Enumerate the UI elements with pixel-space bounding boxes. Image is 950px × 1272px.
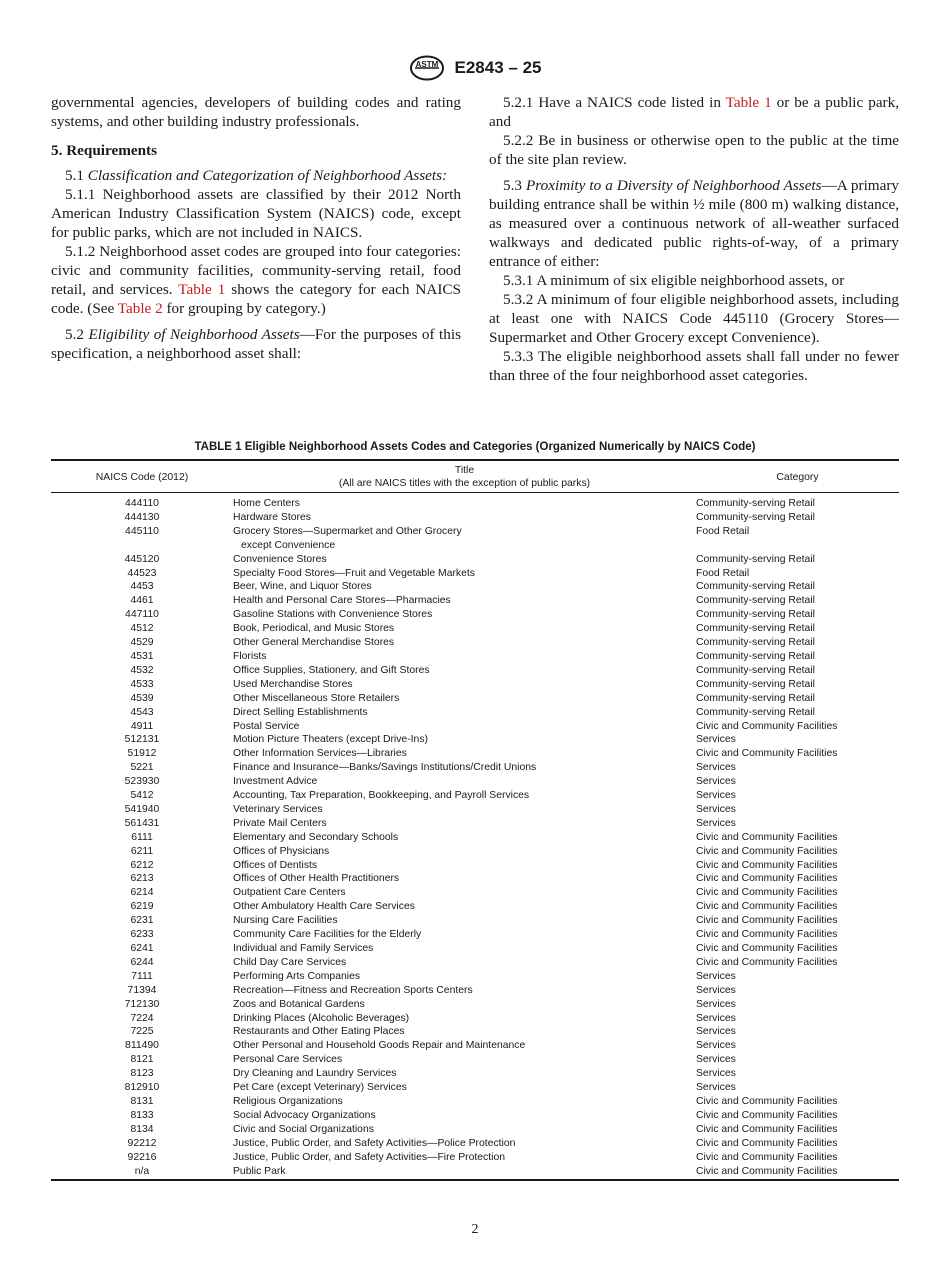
naics-code-cell: 6241 [130,943,154,954]
table-row [51,775,899,789]
title-cell: Investment Advice [233,776,318,788]
title-cell: Religious Organizations [233,1095,343,1107]
paragraph-5-1 [51,166,461,185]
category-cell: Services [696,970,736,982]
table-row [51,1109,899,1123]
naics-code-cell: 71394 [127,984,157,996]
table-row [51,970,899,984]
category-cell: Civic and Community Facilities [696,956,838,968]
table-row [51,1095,899,1109]
title-cell: Justice, Public Order, and Safety Activities—Fire Protection [233,1151,506,1163]
category-cell: Services [696,790,736,802]
table-2-link[interactable]: Table 2 [117,300,163,317]
table-row [51,789,899,803]
table-row [51,650,899,664]
table-row [51,998,899,1012]
naics-code-cell: 445110 [125,525,159,537]
table-row [51,1081,899,1095]
naics-code-cell: 4461 [130,595,154,607]
naics-code-cell: 6233 [130,929,154,941]
left-column [51,93,461,363]
header-category: Category [696,460,899,493]
title-cell: Restaurants and Other Eating Places [233,1026,405,1038]
table-1-link[interactable]: Table 1 [178,281,226,298]
table-row [51,747,899,761]
naics-code-cell: 44523 [127,567,157,579]
naics-code-cell: 8121 [130,1054,154,1066]
table-row [51,761,899,775]
title-cell: Child Day Care Services [233,956,347,968]
paragraph-5-1-1: 5.1.1 Neighborhood assets are classified by their 2012 North American Industry Classification System (NAICS) code, except for public parks, which are not included in NAICS. [51,186,461,241]
paragraph-5-2: 5.2 Eligibility of Neighborhood Assets—For the purposes of this specification, a neighborhood asset shall: [51,326,461,362]
naics-code-cell: 6211 [130,845,154,857]
category-cell: Community-serving Retail [696,650,815,662]
category-cell: Civic and Community Facilities [696,748,838,760]
naics-code-cell: 5221 [130,762,154,774]
title-cell: Private Mail Centers [233,817,327,829]
category-cell: Community-serving Retail [696,623,815,635]
title-cell: Other Personal and Household Goods Repair and Maintenance [233,1040,526,1052]
category-cell: Community-serving Retail [696,595,815,607]
category-cell: Services [696,762,736,774]
title-cell: Beer, Wine, and Liquor Stores [233,581,372,593]
title-cell: Home Centers [233,498,300,509]
paragraph-5-3-1: 5.3.1 A minimum of six eligible neighborhood assets, or [503,272,845,289]
table-row [51,1053,899,1067]
table-row [51,900,899,914]
category-cell: Civic and Community Facilities [696,1123,838,1135]
category-cell: Civic and Community Facilities [696,845,838,857]
naics-code-cell: 6214 [130,887,154,899]
category-cell: Services [696,1082,736,1094]
table-body [51,493,899,1181]
naics-code-cell: 6219 [130,901,154,913]
category-cell: Community-serving Retail [696,664,815,676]
clause-number: 5.1 [65,167,84,184]
category-cell: Civic and Community Facilities [696,1095,838,1107]
title-cell: Social Advocacy Organizations [233,1109,376,1121]
naics-code-cell: 811490 [125,1040,159,1052]
right-column [489,93,899,385]
intro-paragraph: governmental agencies, developers of building codes and rating systems, and other building industry professionals. [51,94,461,130]
clause-title: Eligibility of Neighborhood Assets [88,326,300,343]
table-row [51,928,899,942]
table-row [51,678,899,692]
table-header-row [51,460,899,493]
title-cell: Convenience Stores [233,553,327,565]
naics-code-cell: 6244 [130,956,154,968]
naics-code-cell: 444130 [124,511,160,523]
naics-code-cell: 6111 [131,831,153,843]
table-row [51,942,899,956]
table-row [51,984,899,998]
clause-number: 5.2 [65,326,84,343]
category-cell: Civic and Community Facilities [696,915,838,927]
table-row [51,493,899,511]
naics-code-cell: 7111 [131,970,153,982]
title-cell: Postal Service [233,720,300,732]
table-row [51,594,899,608]
designation: E2843 – 25 [454,58,542,77]
naics-code-cell: 6213 [130,873,154,885]
paragraph-5-2-2: 5.2.2 Be in business or otherwise open to the public at the time of the site plan review. [489,132,899,168]
naics-code-cell: 92216 [127,1151,157,1163]
naics-code-cell: 4531 [130,650,154,662]
title-cell: Other Ambulatory Health Care Services [233,901,415,913]
title-cell: Health and Personal Care Stores—Pharmacies [233,595,451,607]
category-cell: Services [696,817,736,829]
category-cell: Civic and Community Facilities [696,1137,838,1149]
naics-code-cell: 523930 [124,776,160,788]
title-cell: Public Park [233,1165,696,1181]
logo-text: ASTM [415,60,438,69]
paragraph-5-1-2: 5.1.2 Neighborhood asset codes are grouped into four categories: civic and community facilities, community-serving retail, food retail, and services. Table 1 shows the category for each NAICS code. (See Table 2 for grouping by category.) [51,243,462,317]
category-cell: Community-serving Retail [696,692,815,704]
category-cell: Civic and Community Facilities [696,901,838,913]
table-row [51,914,899,928]
title-cell: Recreation—Fitness and Recreation Sports Centers [233,984,473,996]
category-cell: Civic and Community Facilities [696,929,838,941]
page-header [0,55,950,81]
naics-code-cell: 4529 [130,637,154,649]
category-cell: Services [696,984,736,996]
title-cell: Nursing Care Facilities [233,915,338,927]
naics-code-cell: 4453 [130,581,154,593]
category-cell: Services [696,1040,736,1052]
table-row [51,692,899,706]
category-cell: Services [696,1026,736,1038]
naics-code-cell: 812910 [124,1082,160,1094]
title-cell: Office Supplies, Stationery, and Gift Stores [233,664,430,676]
table-row [51,803,899,817]
title-cell: Finance and Insurance—Banks/Savings Institutions/Credit Unions [233,762,537,774]
category-cell: Community-serving Retail [696,581,815,593]
category-cell: Community-serving Retail [696,609,815,621]
paragraph-5-2-1: 5.2.1 Have a NAICS code listed in Table 1 or be a public park, and [489,94,900,130]
naics-code-cell: 444110 [125,498,159,509]
category-cell: Community-serving Retail [696,637,815,649]
title-cell: Personal Care Services [233,1054,343,1066]
table-row [51,1012,899,1026]
title-cell: Grocery Stores—Supermarket and Other Grocery except Convenience [233,525,462,551]
table-row [51,817,899,831]
table-title: TABLE 1 Eligible Neighborhood Assets Codes and Categories (Organized Numerically by NAICS Code) [194,441,756,453]
category-cell: Services [696,1068,736,1080]
category-cell: Civic and Community Facilities [696,1109,838,1121]
category-cell: Community-serving Retail [696,511,815,523]
title-cell: Florists [233,650,267,662]
title-cell: Community Care Facilities for the Elderly [233,929,422,941]
table-row [51,636,899,650]
table-row [51,706,899,720]
category-cell: Services [696,776,736,788]
naics-code-cell: 7224 [130,1012,154,1024]
table-row [51,553,899,567]
naics-code-cell: 5412 [130,790,154,802]
table-row [51,845,899,859]
category-cell: Food Retail [696,567,750,579]
table-row [51,733,899,747]
category-cell: Civic and Community Facilities [696,1165,899,1181]
table-row [51,1123,899,1137]
clause-title: Classification and Categorization of Neighborhood Assets: [87,167,448,184]
naics-code-cell: 8134 [130,1123,154,1135]
category-cell: Civic and Community Facilities [696,859,838,871]
naics-code-cell: 6212 [130,859,154,871]
category-cell: Civic and Community Facilities [696,720,838,732]
category-cell: Community-serving Retail [696,706,815,718]
naics-code-cell: 8123 [130,1068,154,1080]
table-row [51,720,899,734]
naics-code-cell: 7225 [130,1026,154,1038]
table-row [51,580,899,594]
naics-code-cell: 4539 [130,692,154,704]
header-title: Title (All are NAICS titles with the exception of public parks) [233,460,696,493]
category-cell: Community-serving Retail [696,678,815,690]
category-cell: Services [696,803,736,815]
category-cell: Food Retail [696,525,750,537]
table-row [51,608,899,622]
naics-code-cell: 4532 [130,664,154,676]
naics-code-cell: 4543 [130,706,154,718]
table-row [51,1025,899,1039]
table-1-link[interactable]: Table 1 [725,94,772,111]
category-cell: Services [696,1012,736,1024]
title-cell: Zoos and Botanical Gardens [233,998,365,1010]
table-row [51,886,899,900]
table-row [51,1137,899,1151]
title-cell: Used Merchandise Stores [233,678,353,690]
naics-code-cell: 4911 [130,720,154,732]
title-cell: Outpatient Care Centers [233,887,346,899]
astm-logo [409,55,445,81]
title-cell: Direct Selling Establishments [233,706,368,718]
paragraph-5-3-2: 5.3.2 A minimum of four eligible neighborhood assets, including at least one with NAICS Code 445110 (Grocery Stores—Supermarket and Other Grocery except Convenience). [489,291,899,346]
naics-table [51,459,899,1181]
category-cell: Civic and Community Facilities [696,1151,838,1163]
title-cell: Civic and Social Organizations [233,1123,374,1135]
table-row [51,956,899,970]
table-row [51,831,899,845]
title-cell: Drinking Places (Alcoholic Beverages) [233,1012,410,1024]
title-cell: Individual and Family Services [233,943,374,954]
naics-code-cell: 541940 [124,803,160,815]
title-cell: Other Miscellaneous Store Retailers [233,692,400,704]
title-cell: Other General Merchandise Stores [233,637,395,649]
naics-code-cell: 4533 [130,678,154,690]
category-cell: Civic and Community Facilities [696,943,838,954]
table-row [51,872,899,886]
table-row [51,1165,899,1181]
naics-code-cell: 712130 [124,998,160,1010]
table-row [51,664,899,678]
title-cell: Dry Cleaning and Laundry Services [233,1068,397,1080]
table-row [51,859,899,873]
title-cell: Offices of Dentists [233,859,318,871]
title-cell: Elementary and Secondary Schools [233,831,399,843]
naics-code-cell: 561431 [124,817,160,829]
title-cell: Accounting, Tax Preparation, Bookkeeping, and Payroll Services [233,790,530,802]
category-cell: Services [696,734,736,746]
category-cell: Civic and Community Facilities [696,831,838,843]
naics-code-cell: 8131 [130,1095,154,1107]
paragraph-5-3: 5.3 Proximity to a Diversity of Neighborhood Assets—A primary building entrance shall be within ½ mile (800 m) walking distance, as measured over a continuous network of all-weather surfaced walkways and dedicated public rights-of-way, of a primary entrance of either: [489,177,899,270]
title-cell: Motion Picture Theaters (except Drive-Ins) [233,734,428,746]
title-cell: Offices of Other Health Practitioners [233,873,400,885]
table-row [51,567,899,581]
title-cell: Offices of Physicians [233,845,330,857]
page-number: 2 [471,1222,479,1237]
section-heading: 5. Requirements [51,142,158,159]
clause-title: Proximity to a Diversity of Neighborhood Assets [526,177,822,194]
naics-code-cell: 92212 [127,1137,157,1149]
table-row [51,622,899,636]
naics-code-cell: 51912 [127,748,157,760]
category-cell: Community-serving Retail [696,498,815,509]
title-cell: Pet Care (except Veterinary) Services [233,1082,407,1094]
title-cell: Specialty Food Stores—Fruit and Vegetable Markets [233,567,475,579]
naics-code-cell: 445120 [124,553,160,565]
table-row [51,1067,899,1081]
naics-code-cell: 4512 [130,623,154,635]
title-cell: Gasoline Stations with Convenience Stores [233,609,433,621]
title-cell: Justice, Public Order, and Safety Activities—Police Protection [233,1137,516,1149]
category-cell: Civic and Community Facilities [696,873,838,885]
paragraph-5-3-3: 5.3.3 The eligible neighborhood assets shall fall under no fewer than three of the four neighborhood asset categories. [489,348,899,384]
title-cell: Book, Periodical, and Music Stores [233,623,395,635]
naics-code-cell: 8133 [130,1109,154,1121]
clause-number: 5.3 [503,177,522,194]
title-cell: Veterinary Services [233,803,323,815]
table-row [51,525,899,553]
title-cell: Performing Arts Companies [233,970,361,982]
header-code: NAICS Code (2012) [51,460,233,493]
table-row [51,1039,899,1053]
table-row [51,511,899,525]
category-cell: Services [696,998,736,1010]
category-cell: Civic and Community Facilities [696,887,838,899]
naics-code-cell: n/a [51,1165,233,1181]
naics-code-cell: 6231 [130,915,154,927]
title-cell: Other Information Services—Libraries [233,748,407,760]
naics-code-cell: 512131 [124,734,160,746]
category-cell: Services [696,1054,736,1066]
table-row [51,1151,899,1165]
category-cell: Community-serving Retail [696,553,815,565]
title-cell: Hardware Stores [233,511,311,523]
naics-code-cell: 447110 [125,609,159,621]
